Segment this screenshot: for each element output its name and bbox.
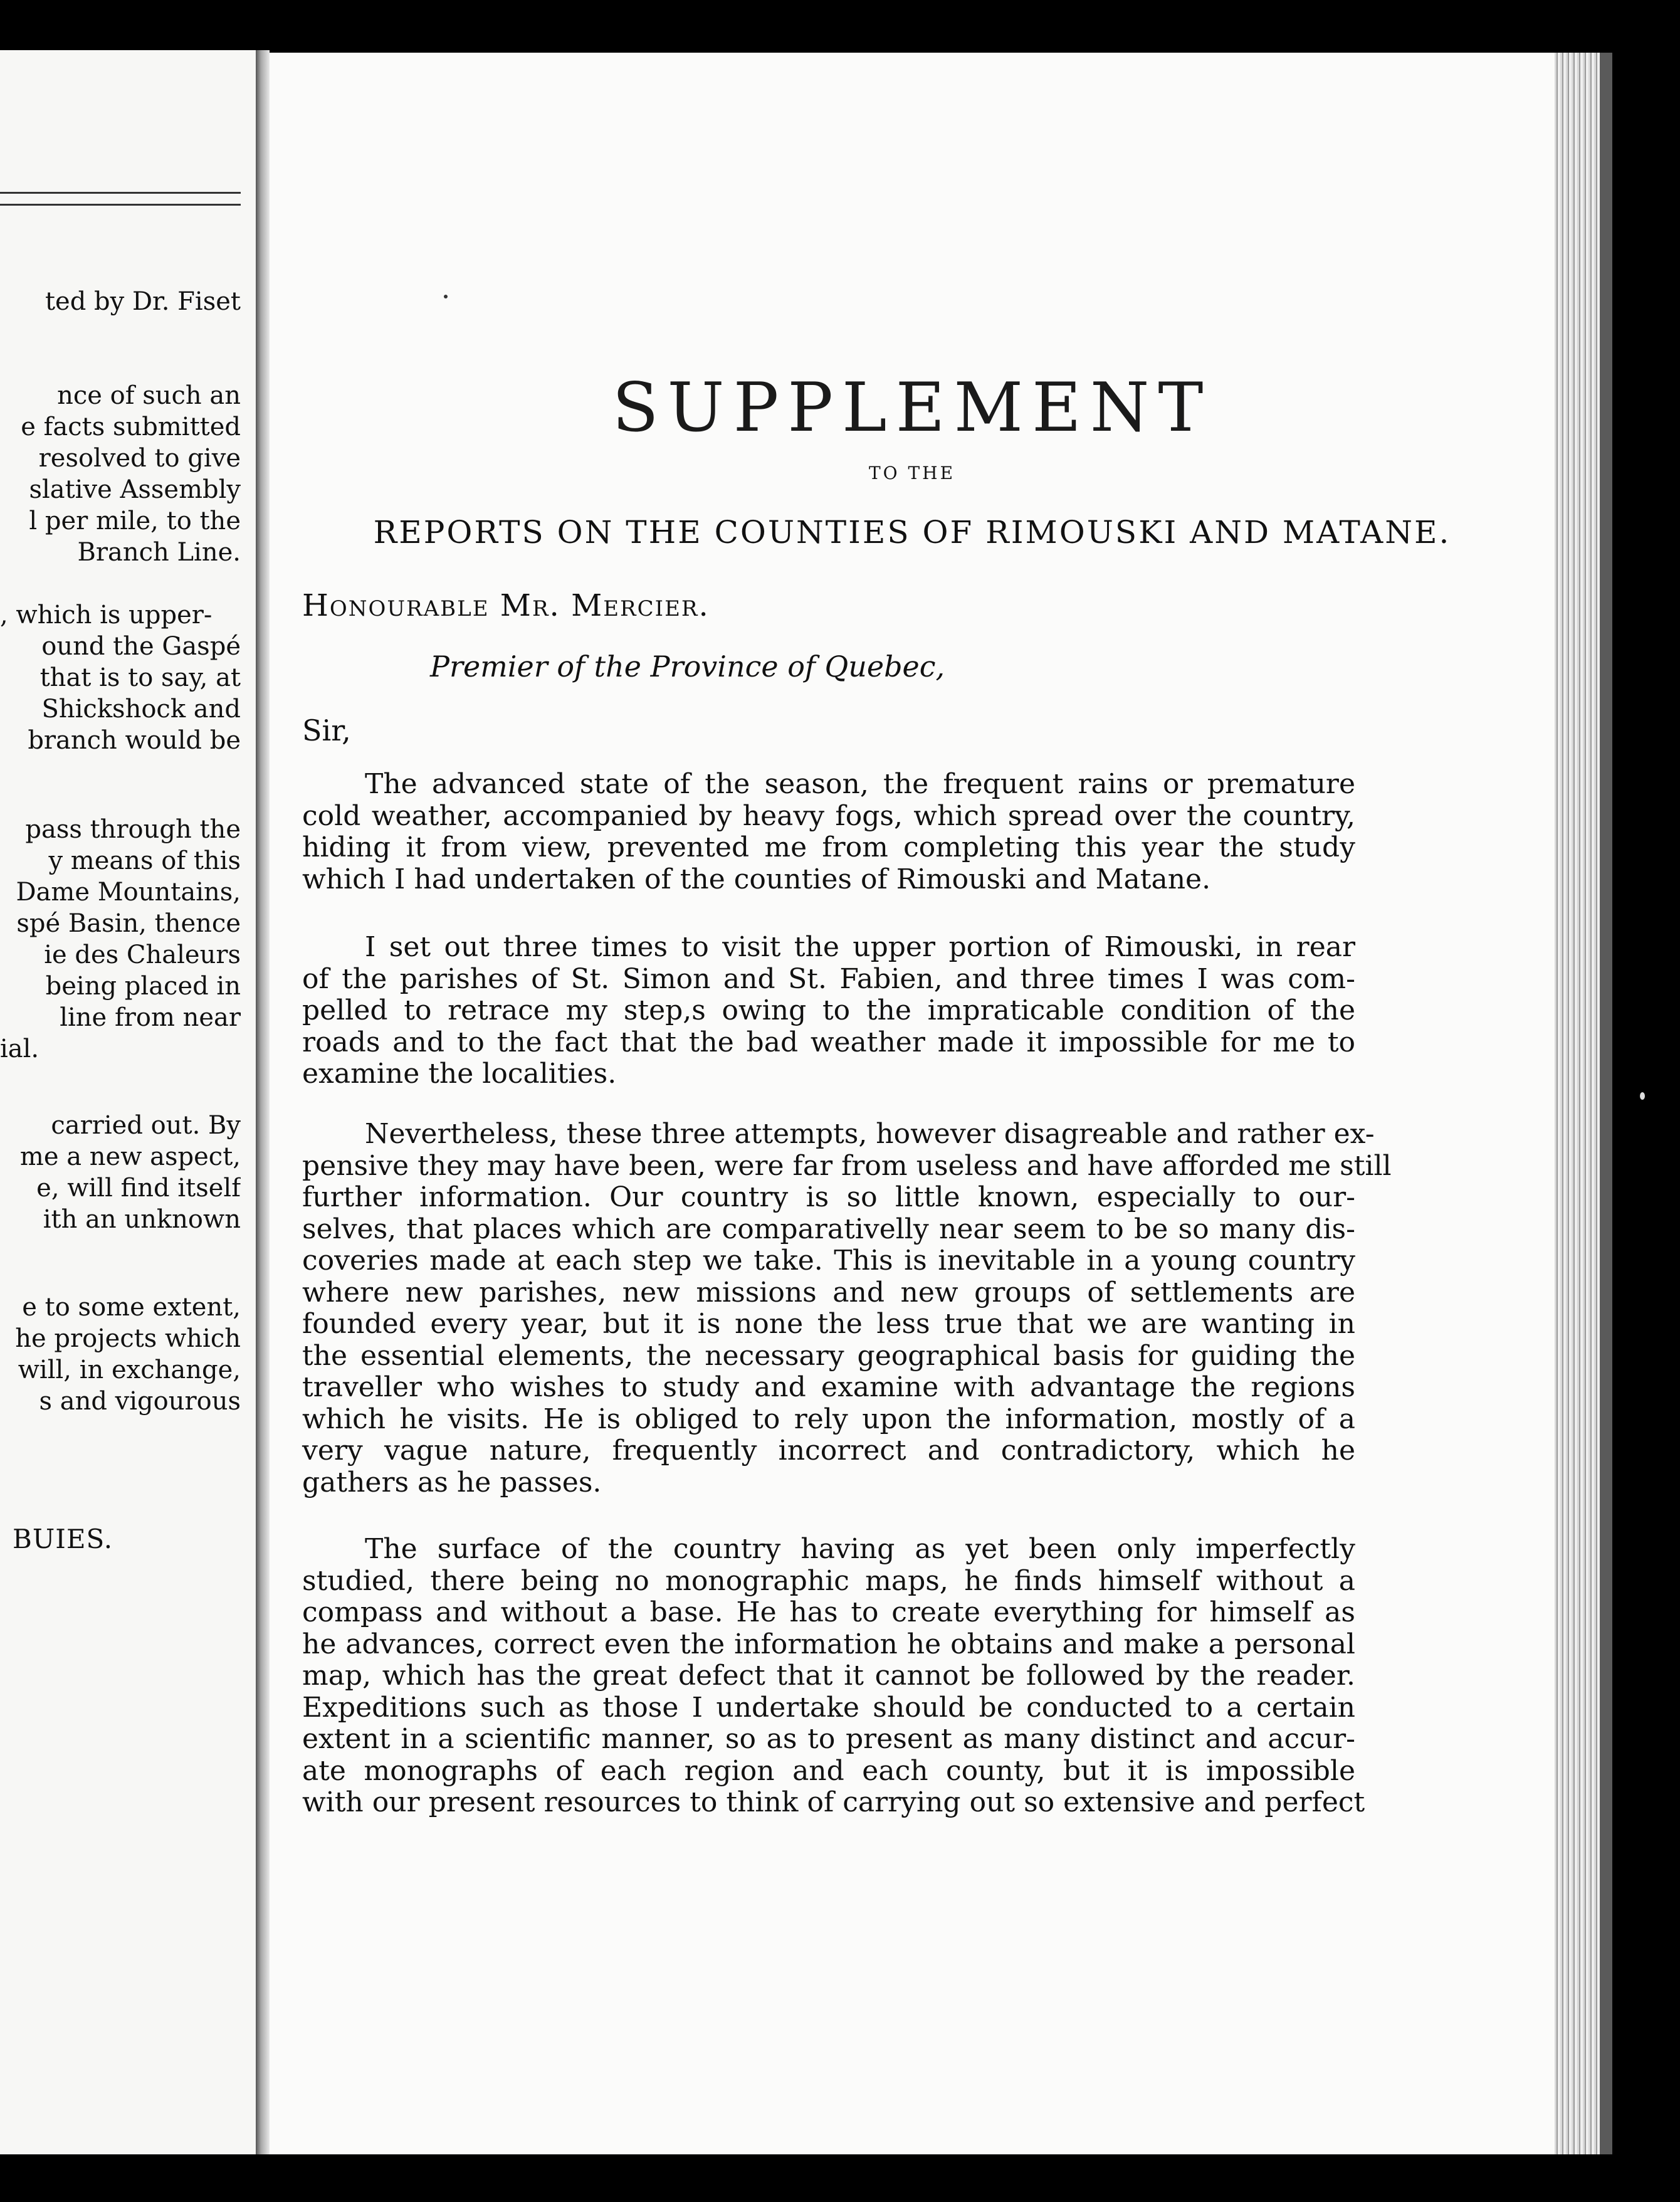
text-line: pelled to retrace my step,s owing to the impraticable condition of the <box>302 994 1355 1026</box>
title-connector: TO THE <box>868 463 956 483</box>
text-line: ate monographs of each region and each county, but it is impossible <box>302 1754 1355 1787</box>
text-line: gathers as he passes. <box>302 1466 602 1499</box>
left-page-line: y means of this <box>48 846 241 875</box>
left-page-header-fragment: ted by Dr. Fiset <box>45 287 241 316</box>
left-page-line: s and vigourous <box>39 1387 241 1416</box>
left-page-line: carried out. By <box>51 1111 241 1140</box>
page-edges <box>1555 53 1600 2154</box>
left-page-line: Dame Mountains, <box>16 878 241 907</box>
text-line: The surface of the country having as yet been only imperfectly <box>365 1533 1355 1565</box>
text-line: very vague nature, frequently incorrect and contradictory, which he <box>302 1435 1355 1467</box>
text-line: coveries made at each step we take. This is inevitable in a young country <box>302 1245 1355 1277</box>
left-page-line: , which is upper- <box>0 601 213 630</box>
text-line: compass and without a base. He has to create everything for himself as <box>302 1596 1355 1628</box>
text-line: map, which has the great defect that it cannot be followed by the reader. <box>302 1660 1355 1692</box>
text-line: selves, that places which are comparativelly near seem to be so many dis- <box>302 1213 1355 1245</box>
facing-page <box>0 50 256 2154</box>
paragraph-3 <box>302 1118 1392 1499</box>
left-page-line: e facts submitted <box>21 413 241 441</box>
text-line: extent in a scientific manner, so as to present as many distinct and accur- <box>302 1723 1355 1755</box>
left-page-line: that is to say, at <box>39 663 241 692</box>
book-gutter <box>256 50 270 2154</box>
paragraph-4 <box>302 1533 1365 1819</box>
text-line: which I had undertaken of the counties of Rimouski and Matane. <box>302 863 1211 895</box>
text-line: with our present resources to think of carrying out so extensive and perfect <box>302 1786 1365 1818</box>
left-page-line: ie des Chaleurs <box>44 940 241 969</box>
text-line: pensive they may have been, were far from useless and have afforded me still <box>302 1149 1392 1182</box>
paragraph-2 <box>302 932 1355 1090</box>
left-page-line: branch would be <box>28 726 241 755</box>
salutation: Sir, <box>302 714 351 747</box>
left-page-line: being placed in <box>45 972 241 1001</box>
text-line: further information. Our country is so little known, especially to our- <box>302 1181 1355 1213</box>
left-page-signature: BUIES. <box>13 1524 113 1554</box>
left-page-line: resolved to give <box>38 444 241 473</box>
addressee: Honourable Mr. Mercier. <box>302 588 710 623</box>
left-page-line: Branch Line. <box>77 538 241 567</box>
text-line: The advanced state of the season, the frequent rains or premature <box>365 768 1355 800</box>
text-line: founded every year, but it is none the less true that we are wanting in <box>302 1308 1355 1340</box>
text-line: Nevertheless, these three attempts, however disagreable and rather ex- <box>365 1118 1375 1150</box>
left-page-line: pass through the <box>25 815 241 844</box>
text-line: which he visits. He is obliged to rely upon the information, mostly of a <box>302 1403 1355 1435</box>
page-subtitle: REPORTS ON THE COUNTIES OF RIMOUSKI AND MATANE. <box>373 514 1451 550</box>
left-page-line: ound the Gaspé <box>41 632 241 661</box>
left-page-line: he projects which <box>15 1324 241 1353</box>
text-line: traveller who wishes to study and examine with advantage the regions <box>302 1371 1355 1403</box>
page-edge-shadow <box>1600 53 1612 2154</box>
left-page-line: ial. <box>0 1035 39 1063</box>
left-page-line: me a new aspect, <box>19 1142 241 1171</box>
text-line: I set out three times to visit the upper portion of Rimouski, in rear <box>365 931 1355 963</box>
left-page-line: Shickshock and <box>41 695 241 724</box>
text-line: he advances, correct even the information he obtains and make a personal <box>302 1628 1355 1660</box>
left-page-line: e to some extent, <box>22 1293 241 1322</box>
text-line: examine the localities. <box>302 1058 617 1090</box>
text-line: roads and to the fact that the bad weather made it impossible for me to <box>302 1026 1355 1058</box>
ink-speck <box>1640 1092 1645 1100</box>
text-line: Expeditions such as those I undertake should be conducted to a certain <box>302 1691 1355 1724</box>
main-page <box>270 53 1555 2154</box>
text-line: where new parishes, new missions and new groups of settlements are <box>302 1276 1355 1309</box>
text-line: studied, there being no monographic maps, he finds himself without a <box>302 1564 1355 1597</box>
page-title: SUPPLEMENT <box>612 369 1212 447</box>
left-page-line: nce of such an <box>57 381 241 410</box>
left-page-line: l per mile, to the <box>29 507 241 535</box>
left-page-line: will, in exchange, <box>18 1356 241 1384</box>
text-line: the essential elements, the necessary geographical basis for guiding the <box>302 1339 1355 1372</box>
left-page-line: e, will find itself <box>36 1174 241 1203</box>
left-page-line: ith an unknown <box>43 1205 241 1234</box>
text-line: hiding it from view, prevented me from completing this year the study <box>302 831 1355 863</box>
left-page-line: spé Basin, thence <box>16 909 241 938</box>
text-line: of the parishes of St. Simon and St. Fabien, and three times I was com- <box>302 962 1355 995</box>
paragraph-1 <box>302 769 1355 895</box>
text-line: cold weather, accompanied by heavy fogs, which spread over the country, <box>302 799 1355 832</box>
left-page-rule <box>0 192 241 206</box>
left-page-line: line from near <box>60 1003 241 1032</box>
addressee-title: Premier of the Province of Quebec, <box>430 650 945 683</box>
left-page-line: slative Assembly <box>29 475 241 504</box>
ink-speck <box>444 295 448 298</box>
